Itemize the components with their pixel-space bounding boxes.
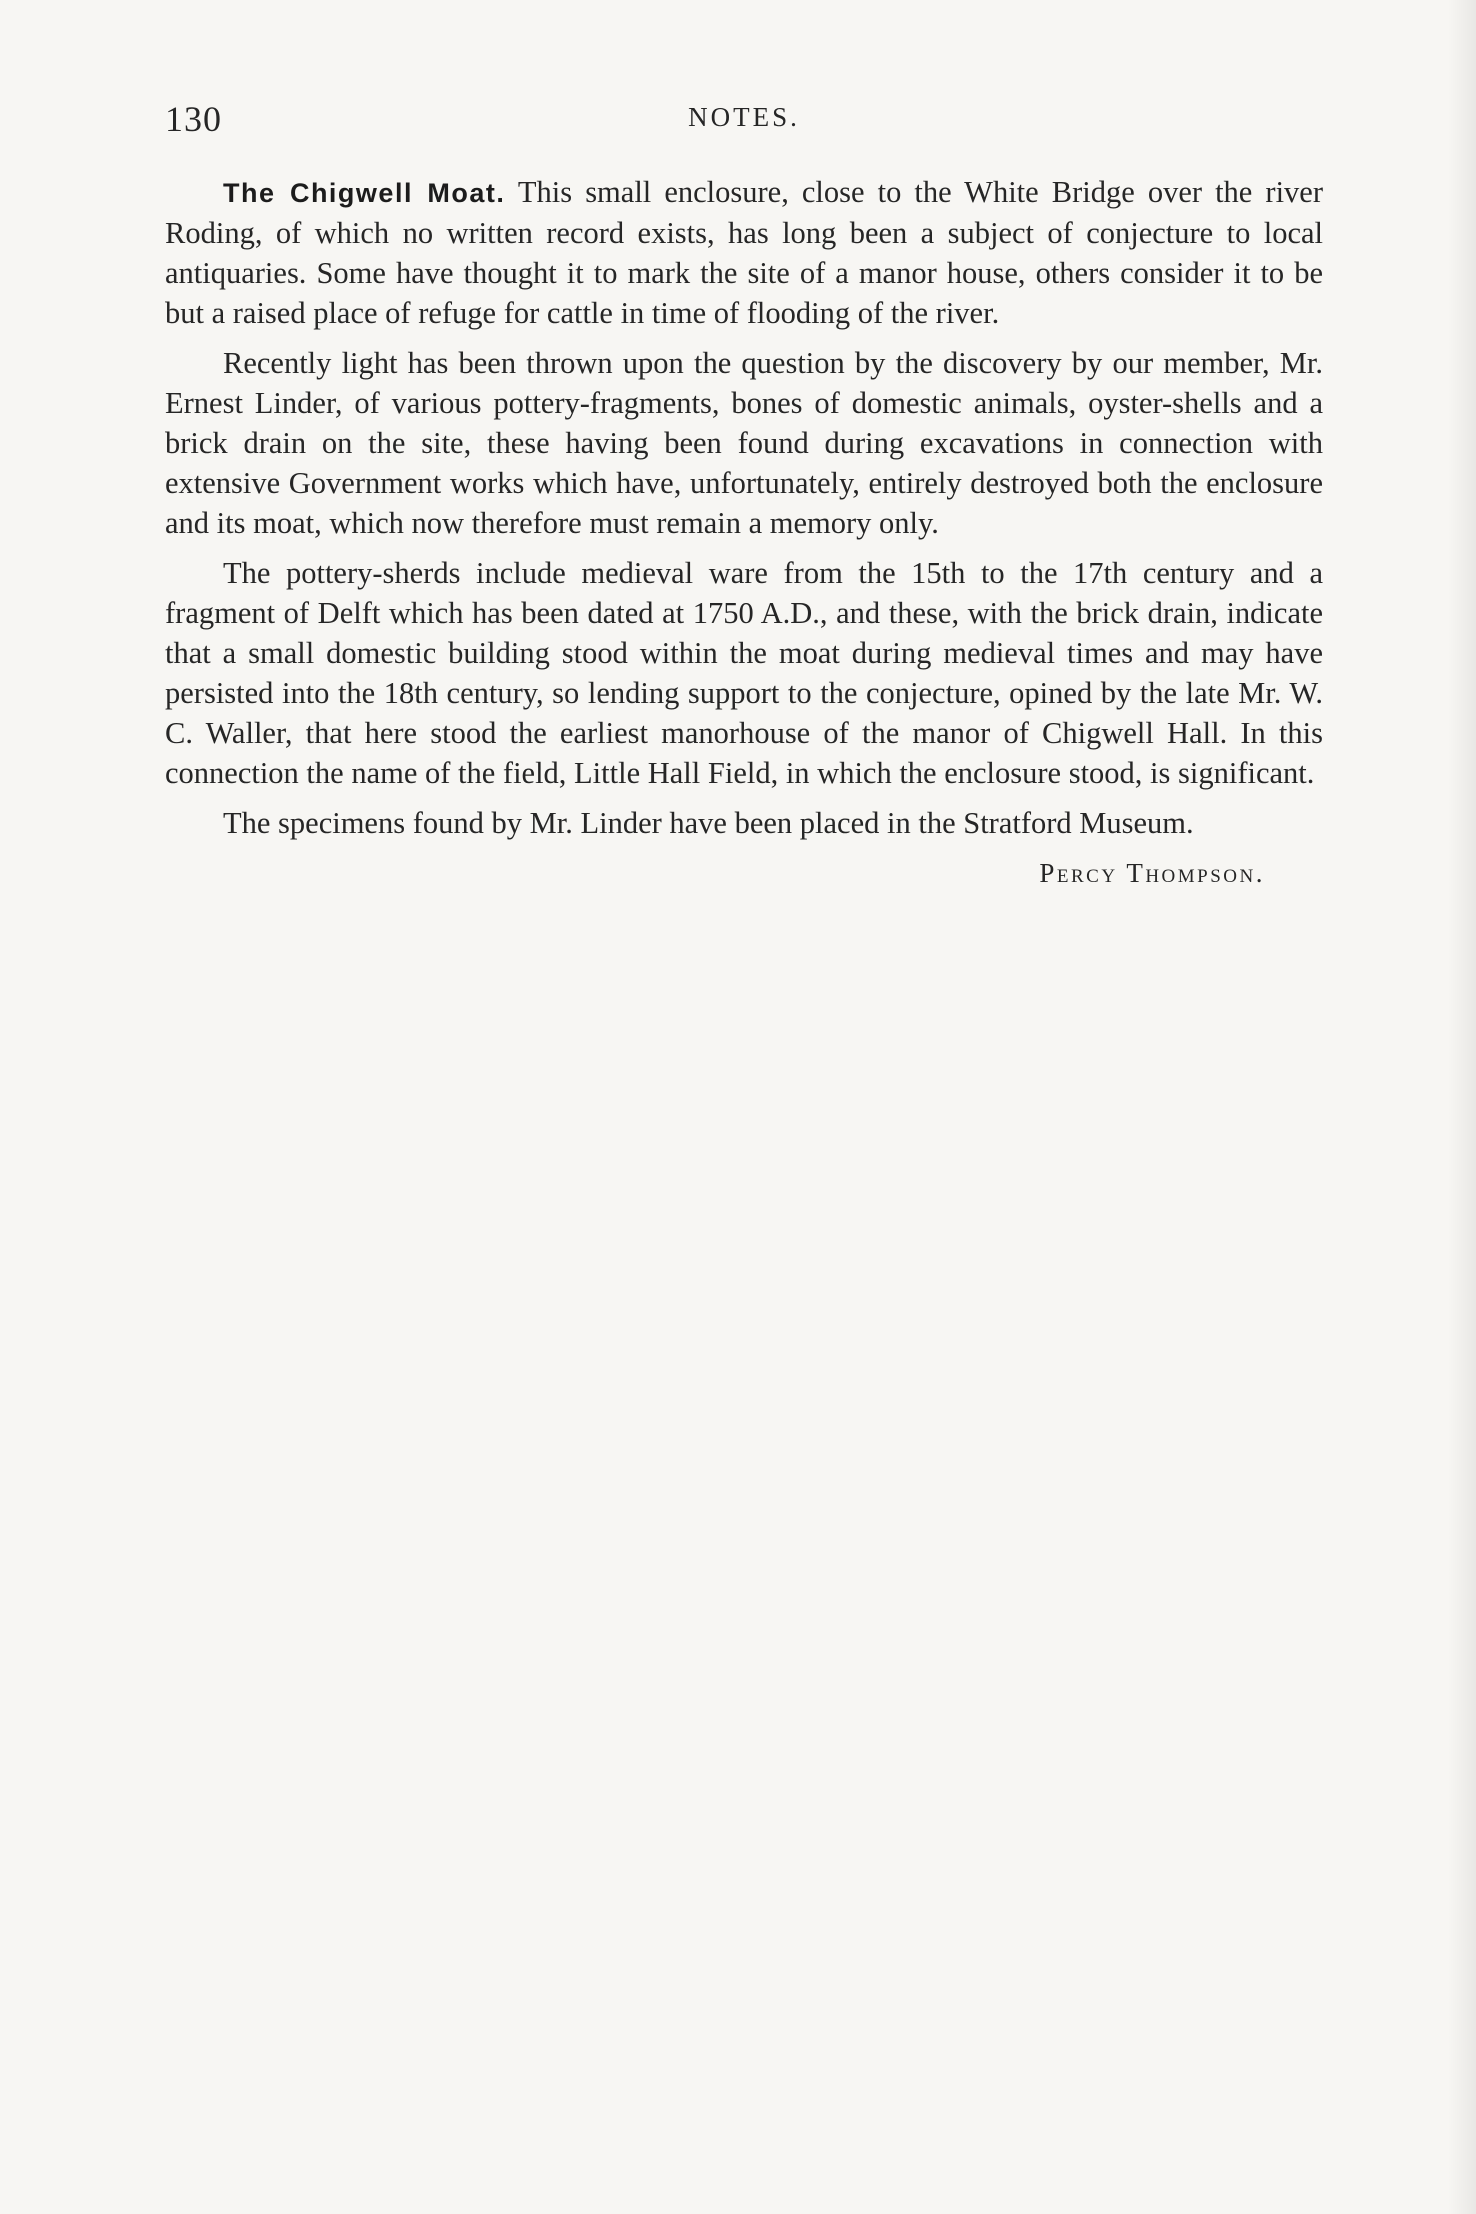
paragraph-3: The pottery-sherds include medieval ware from the 15th to the 17th century and a fragment of Delft which has been dated at 1750 A.D., and these, with the brick drain, indicate that a small domestic building stood within the moat during medieval times and may have persisted into the 18th century, so lending support to the conjecture, opined by the late Mr. W. C. Waller, that here stood the earliest manorhouse of the manor of Chigwell Hall. In this connection the name of the field, Little Hall Field, in which the enclosure stood, is significant. <box>165 556 1323 790</box>
page-number: 130 <box>165 99 222 139</box>
article-body <box>165 172 1323 893</box>
running-head <box>165 98 1323 148</box>
paragraph-4: The specimens found by Mr. Linder have been placed in the Stratford Museum. <box>223 806 1194 840</box>
running-title: NOTES. <box>688 102 800 132</box>
page-edge-shadow <box>1448 0 1476 2214</box>
article-title: The Chigwell Moat. <box>223 178 506 208</box>
author-signature: Percy Thompson. <box>1039 858 1265 888</box>
paragraph-1-text: This small enclosure, close to the White Bridge over the river Roding, of which no written record exists, has long been a subject of conjecture to local antiquaries. Some have thought it to mark the site of a manor house, others consider it to be but a raised place of refuge for cattle in time of flooding of the river. <box>165 175 1323 330</box>
paragraph-2: Recently light has been thrown upon the question by the discovery by our member, Mr. Ernest Linder, of various pottery-fragments, bones of domestic animals, oyster-shells and a brick drain on the site, these having been found during excavations in connection with extensive Government works which have, unfortunately, entirely destroyed both the enclosure and its moat, which now therefore must remain a memory only. <box>165 346 1323 540</box>
paragraph-1 <box>165 172 1323 333</box>
